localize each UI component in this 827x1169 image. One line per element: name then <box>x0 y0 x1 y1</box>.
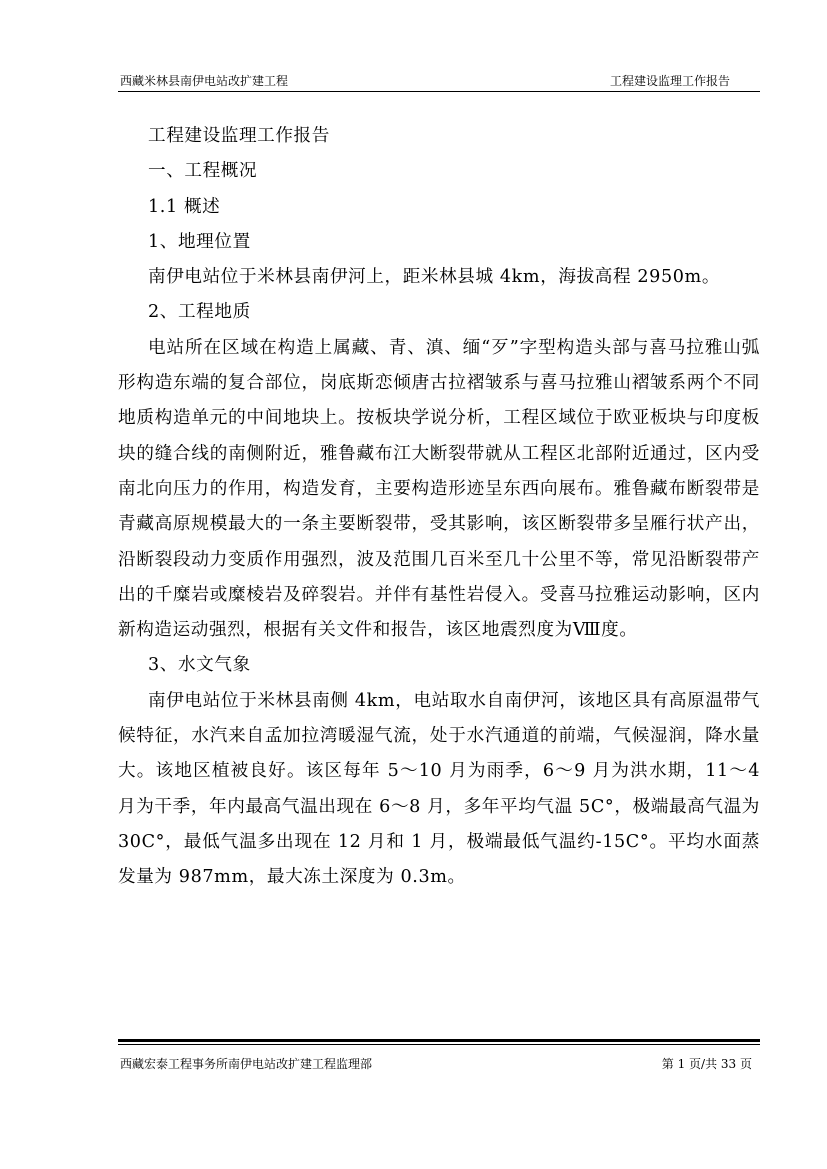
header-divider <box>118 91 760 92</box>
page-number: 第 1 页/共 33 页 <box>661 1057 752 1071</box>
paragraph-geology: 电站所在区域在构造上属藏、青、滇、缅“歹”字型构造头部与喜马拉雅山弧形构造东端的复合部位，岗底斯恋倾唐古拉褶皱系与喜马拉雅山褶皱系两个不同地质构造单元的中间地块上。按板块学说分析，工程区域位于欧亚板块与印度板块的缝合线的南侧附近，雅鲁藏布江大断裂带就从工程区北部附近通过，区内受南北向压力的作用，构造发育，主要构造形迹呈东西向展布。雅鲁藏布断裂带是青藏高原规模最大的一条主要断裂带，受其影响，该区断裂带多呈雁行状产出，沿断裂段动力变质作用强烈，波及范围几百米至几十公里不等，常见沿断裂带产出的千糜岩或糜棱岩及碎裂岩。并伴有基性岩侵入。受喜马拉雅运动影响，区内新构造运动强烈，根据有关文件和报告，该区地震烈度为Ⅷ度。 <box>118 337 760 641</box>
paragraph-location: 南伊电站位于米林县南伊河上，距米林县城 4km，海拔高程 2950m。 <box>148 267 721 288</box>
footer-divider-thin <box>118 1044 760 1045</box>
footer-organization: 西藏宏泰工程事务所南伊电站改扩建工程监理部 <box>120 1057 373 1071</box>
paragraph-hydrology: 南伊电站位于米林县南侧 4km，电站取水自南伊河，该地区具有高原温带气候特征，水汽来自孟加拉湾暖湿气流，处于水汽通道的前端，气候湿润，降水量大。该地区植被良好。该区每年 5～10 月为雨季，6～9 月为洪水期，11～4 月为干季，年内最高气温出现在 6～8 月，多年平均气温 5C°，极端最高气温为 30C°，最低气温多出现在 12 月和 1 月，极端最低气温约-15C°。平均水面蒸发量为 987mm，最大冻土深度为 0.3m。 <box>118 690 760 888</box>
item-heading-geology: 2、工程地质 <box>148 302 251 323</box>
report-title: 工程建设监理工作报告 <box>148 126 330 146</box>
item-heading-location: 1、地理位置 <box>148 231 251 252</box>
header-report-title: 工程建设监理工作报告 <box>609 74 730 88</box>
page-header <box>118 72 760 90</box>
section-heading-overview: 一、工程概况 <box>148 161 258 182</box>
page-footer <box>118 1055 760 1073</box>
item-heading-hydrology: 3、水文气象 <box>148 655 251 676</box>
header-project-name: 西藏米林县南伊电站改扩建工程 <box>120 74 289 88</box>
document-body <box>118 119 760 896</box>
subsection-heading-summary: 1.1 概述 <box>148 196 221 217</box>
footer-divider-thick <box>118 1039 760 1042</box>
